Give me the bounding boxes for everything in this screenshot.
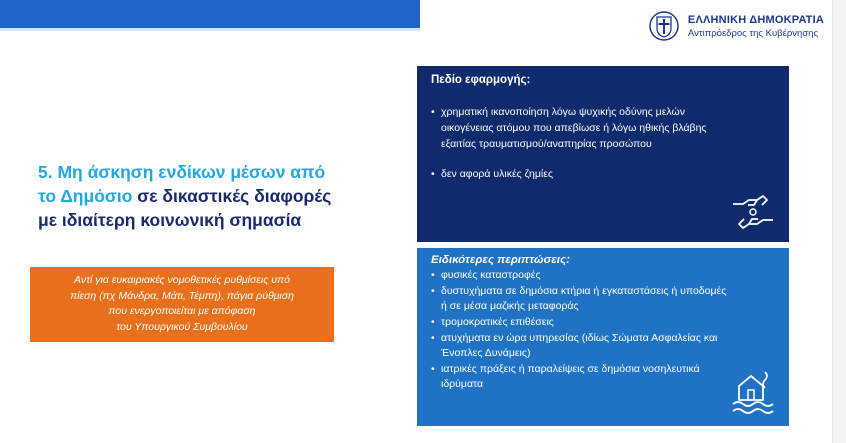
hands-exchange-icon bbox=[731, 192, 775, 232]
scope-item: • δεν αφορά υλικές ζημίες bbox=[431, 166, 731, 182]
greek-coat-of-arms-icon bbox=[648, 10, 680, 42]
header-text bbox=[688, 14, 824, 39]
note-box bbox=[30, 267, 334, 342]
header-subtitle: Αντιπρόεδρος της Κυβέρνησης bbox=[687, 27, 819, 39]
section-heading bbox=[38, 160, 338, 232]
case-item: • ατυχήματα εν ώρα υπηρεσίας (ιδίως Σώματα Ασφαλείας και Ένοπλες Δυνάμεις) bbox=[431, 331, 731, 361]
section-heading-highlight: 5. Μη άσκηση ενδίκων μέσων από το Δημόσιο bbox=[38, 162, 326, 206]
top-accent-line bbox=[0, 28, 420, 31]
case-item: • φυσικές καταστροφές bbox=[431, 268, 731, 283]
note-line: που ενεργοποιείται με απόφαση bbox=[108, 305, 256, 317]
note-line: του Υπουργικού Συμβουλίου bbox=[116, 320, 248, 333]
case-item: • τρομοκρατικές επιθέσεις bbox=[431, 315, 731, 330]
section-heading-rest: σε δικαστικές διαφορές με ιδιαίτερη κοινωνική σημασία bbox=[38, 186, 332, 230]
header-title: ΕΛΛΗΝΙΚΗ ΔΗΜΟΚΡΑΤΙΑ bbox=[687, 13, 824, 26]
flood-disaster-icon bbox=[729, 366, 777, 418]
note-line: Αντί για ευκαιριακές νομοθετικές ρυθμίσεις υπό bbox=[74, 274, 290, 286]
header bbox=[648, 10, 824, 42]
scope-title: Πεδίο εφαρμογής: bbox=[431, 74, 531, 86]
cases-title: Ειδικότερες περιπτώσεις: bbox=[431, 254, 570, 266]
right-edge-border bbox=[832, 0, 846, 443]
cases-box bbox=[417, 248, 789, 426]
top-accent-bar bbox=[0, 0, 420, 28]
case-item: • δυστυχήματα σε δημόσια κτήρια ή εγκαταστάσεις ή υποδομές ή σε μέσα μαζικής μεταφοράς bbox=[431, 284, 731, 314]
scope-box bbox=[417, 66, 789, 242]
scope-item: • χρηματική ικανοποίηση λόγω ψυχικής οδύνης μελών οικογένειας ατόμου που απεβίωσε ή λόγω ηθικής βλάβης εξαιτίας τραυματισμού/αναπηρίας προσώπου bbox=[431, 104, 731, 152]
note-line: πίεση (πχ Μάνδρα, Μάτι, Τέμπη), πάγια ρύθμιση bbox=[70, 289, 294, 302]
case-item: • ιατρικές πράξεις ή παραλείψεις σε δημόσια νοσηλευτικά ιδρύματα bbox=[431, 362, 731, 392]
